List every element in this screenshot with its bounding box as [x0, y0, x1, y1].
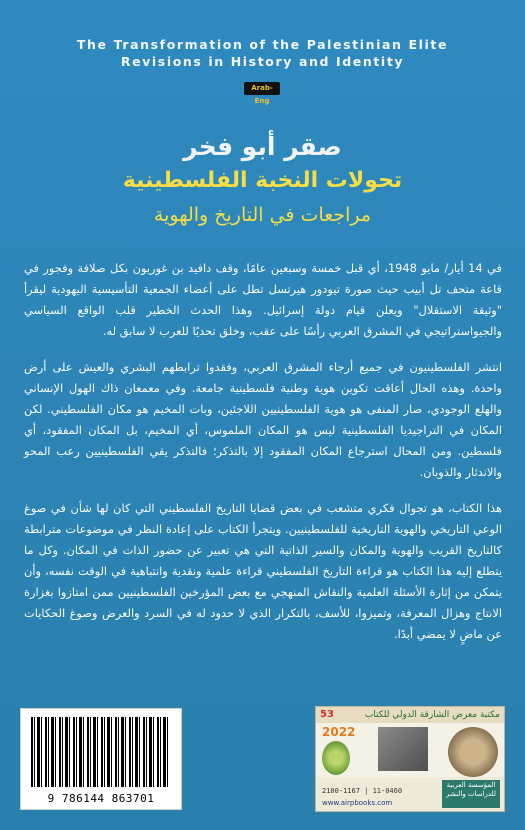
sticker-price: 53 — [320, 709, 334, 720]
blurb-paragraph-1: في 14 أيار/ مايو 1948، أي قبل خمسة وسبعين عامًا، وقف دافيد بن غوريون بكل صلافة وفجور في قاعة متحف تل أبيب حيث صورة تيودور هيرتسل تطل على أعضاء الجمعية التأسيسية اليهودية ليقرأ "وثيقة الاستقلال" ويعلن قيام دولة إسرائيل. وهذا الحدث الخطير قلب الواقع السياسي والجيواستراتيجي في المشرق العربي رأسًا على عقب، وخلق تحديًا للعرب لا سابق له. — [24, 261, 502, 338]
isbn-number: 9 786144 863701 — [47, 792, 155, 805]
english-title-line2: Revisions in History and Identity — [120, 54, 405, 69]
book-subtitle: مراجعات في التاريخ والهوية — [153, 204, 372, 226]
sticker-phone: 2100-1167 | 11-0460 — [322, 787, 403, 795]
sticker-website: www.airpbooks.com — [322, 799, 393, 807]
sticker-publisher: المؤسسة العربية للدراسات والنشر — [442, 780, 500, 808]
publisher-logo: Arab-Eng — [244, 82, 280, 95]
seal-icon — [448, 727, 498, 777]
blurb-paragraph-3: هذا الكتاب، هو تجوال فكري متشعب في بعض قضايا التاريخ الفلسطيني التي كان لها شأن في صوغ الوعي التاريخي والهوية التاريخية للفلسطينيين. ويتجرأ الكتاب على إعادة النظر في موضوعات مترابطة كالتاريخ القريب والهوية والمكان والسير الذاتية التي هي تعبير عن حضور الذات في المكان. وكل ما يتطلع إليه هذا الكتاب هو قراءة التاريخ الفلسطيني قراءة علمية ونقدية وانتباهية في الوقت نفسه، وأن يتمكن من إثارة الأسئلة العلمية والنقاش المنهجي مع بعض المؤرخين الفلسطينيين ممن امتازوا بغزارة الانتاج وهزال المعرفة، وتميزوا، للأسف، بالتكرار الذي لا حدود له في السرد والعرض وصوغ الحكايات عن ماضٍ لا يمضي أبدًا. — [24, 501, 502, 641]
blurb-text — [24, 258, 502, 660]
sticker-footer — [316, 777, 504, 811]
price-sticker — [315, 706, 505, 812]
blurb-paragraph-2: انتشر الفلسطينيون في جميع أرجاء المشرق العربي، وفقدوا ترابطهم البشري والعيش على أرض واحدة. وهذه الحال أعاقت تكوين هوية وطنية فلسطينية جامعة. وفي معمعان ذاك الهول الإنساني والهلع الوجودي، صار المنفى هو هوية الفلسطينيين اللاجئين، وبات المخيم هو مكان الفلسطيني. لكن المكان في التراجيديا الفلسطينية ليس هو المكان الملموس، أي المخيم، بل المكان المفقود، أي فلسطين. ومن المحال استرجاع المكان المفقود إلا بالتذكر؛ فالتذكر يقي الفلسطينيين رعب المحو والاندثار والذوبان. — [24, 360, 502, 479]
sticker-banner — [316, 707, 504, 723]
fair-emblem-icon — [322, 741, 350, 775]
sticker-banner-text: مكتبة معرض الشارقة الدولي للكتاب — [364, 710, 500, 720]
portrait-photo — [378, 727, 428, 771]
author-name: صقر أبو فخر — [183, 132, 342, 161]
english-title-line1: The Transformation of the Palestinian Elite — [76, 37, 449, 52]
isbn-barcode — [20, 708, 182, 810]
barcode-bars — [31, 717, 171, 787]
book-title: تحولات النخبة الفلسطينية — [122, 168, 403, 193]
sticker-year: 2022 — [322, 725, 356, 739]
